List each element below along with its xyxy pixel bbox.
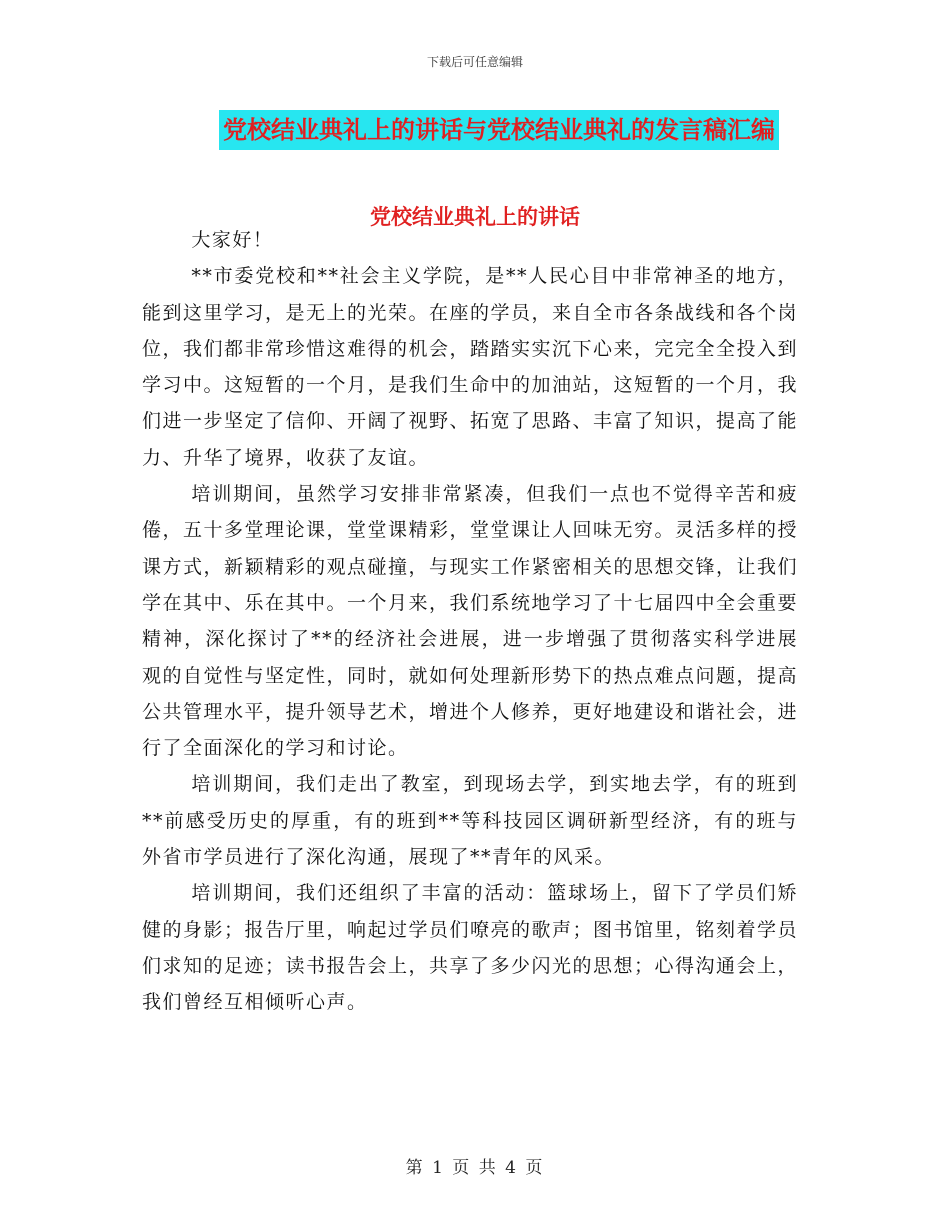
section-title: 党校结业典礼上的讲话 [370, 205, 580, 229]
paragraph: 培训期间，我们还组织了丰富的活动：篮球场上，留下了学员们矫健的身影；报告厅里，响起过学员们嘹亮的歌声；图书馆里，铭刻着学员们求知的足迹；读书报告会上，共享了多少闪光的思想；心得沟通会上，我们曾经互相倾听心声。 [142, 882, 799, 1014]
paragraph: 培训期间，我们走出了教室，到现场去学，到实地去学，有的班到**前感受历史的厚重，有的班到**等科技园区调研新型经济，有的班与外省市学员进行了深化沟通，展现了**青年的风采。 [142, 773, 798, 869]
header-note: 下载后可任意编辑 [426, 55, 523, 69]
paragraph: 培训期间，虽然学习安排非常紧凑，但我们一点也不觉得辛苦和疲倦，五十多堂理论课，堂堂课精彩，堂堂课让人回味无穷。灵活多样的授课方式，新颖精彩的观点碰撞，与现实工作紧密相关的思想交锋，让我们学在其中、乐在其中。一个月来，我们系统地学习了十七届四中全会重要精神，深化探讨了**的经济社会进展，进一步增强了贯彻落实科学进展观的自觉性与坚定性，同时，就如何处理新形势下的热点难点问题，提高公共管理水平，提升领导艺术，增进个人修养，更好地建设和谐社会，进行了全面深化的学习和讨论。 [142, 483, 799, 760]
document-body [142, 222, 798, 1021]
paragraph: **市委党校和**社会主义学院，是**人民心目中非常神圣的地方，能到这里学习，是无上的光荣。在座的学员，来自全市各条战线和各个岗位，我们都非常珍惜这难得的机会，踏踏实实沉下心来，完完全全投入到学习中。这短暂的一个月，是我们生命中的加油站，这短暂的一个月，我们进一步坚定了信仰、开阔了视野、拓宽了思路、丰富了知识，提高了能力、升华了境界，收获了友谊。 [142, 265, 799, 469]
document-title: 党校结业典礼上的讲话与党校结业典礼的发言稿汇编 [219, 110, 779, 150]
document-title-wrapper [0, 110, 950, 150]
page-indicator: 第 1 页 共 4 页 [405, 1158, 545, 1178]
paragraph-greeting: 大家好！ [191, 229, 274, 251]
